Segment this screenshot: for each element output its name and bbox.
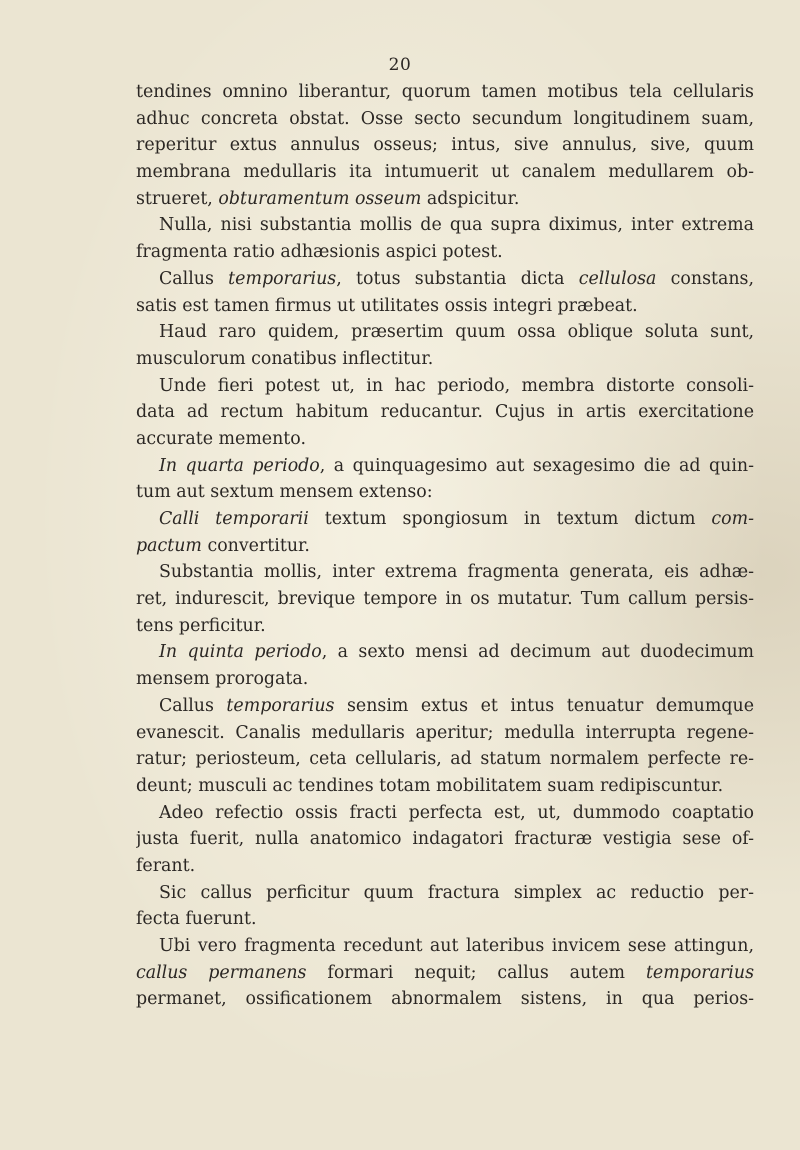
text-segment: tum aut sextum mensem extenso: bbox=[136, 482, 433, 503]
text-line bbox=[136, 346, 754, 373]
text-segment: tens perficitur. bbox=[136, 615, 266, 636]
text-line bbox=[136, 800, 754, 827]
text-line bbox=[136, 453, 754, 480]
text-line bbox=[136, 613, 754, 640]
text-segment: Callus bbox=[159, 268, 229, 289]
text-line bbox=[136, 479, 754, 506]
text-segment: fecta fuerunt. bbox=[136, 909, 257, 930]
text-line bbox=[136, 132, 754, 159]
text-line bbox=[136, 373, 754, 400]
text-segment: ferant. bbox=[136, 855, 196, 876]
text-segment: fragmenta ratio adhæsionis aspici potest. bbox=[136, 242, 503, 263]
text-segment: ratur; periosteum, ceta cellularis, ad statum normalem perfecte re- bbox=[136, 749, 754, 770]
text-segment: justa fuerit, nulla anatomico indagatori fracturæ vestigia sese of- bbox=[136, 829, 754, 850]
text-line bbox=[136, 826, 754, 853]
text-line bbox=[136, 559, 754, 586]
text-segment: Nulla, nisi substantia mollis de qua supra diximus, inter extrema bbox=[159, 215, 754, 236]
text-segment: mensem prorogata. bbox=[136, 669, 309, 690]
page-number: 20 bbox=[388, 55, 412, 75]
text-line bbox=[136, 319, 754, 346]
text-line bbox=[136, 533, 754, 560]
italic-text-segment: obturamentum osseum bbox=[218, 188, 422, 209]
text-line bbox=[136, 906, 754, 933]
text-line bbox=[136, 746, 754, 773]
italic-text-segment: cellulosa bbox=[578, 268, 657, 289]
text-segment: constans, bbox=[656, 268, 754, 289]
text-line bbox=[136, 426, 754, 453]
italic-text-segment: In quinta periodo bbox=[159, 642, 322, 663]
text-segment: evanescit. Canalis medullaris aperitur; medulla interrupta regene- bbox=[136, 722, 754, 743]
italic-text-segment: In quarta periodo bbox=[159, 455, 320, 476]
body-text bbox=[136, 79, 754, 1013]
text-line bbox=[136, 212, 754, 239]
text-line bbox=[136, 960, 754, 987]
text-line bbox=[136, 293, 754, 320]
text-line bbox=[136, 106, 754, 133]
text-line bbox=[136, 720, 754, 747]
text-line bbox=[136, 693, 754, 720]
text-segment: Sic callus perficitur quum fractura simplex ac reductio per- bbox=[159, 882, 754, 903]
italic-text-segment: callus permanens bbox=[136, 962, 307, 983]
text-segment: tendines omnino liberantur, quorum tamen motibus tela cellularis bbox=[136, 82, 754, 102]
text-line bbox=[136, 586, 754, 613]
italic-text-segment: com- bbox=[711, 509, 754, 529]
text-segment: strueret, bbox=[136, 188, 219, 209]
italic-text-segment: Calli temporarii bbox=[159, 509, 309, 529]
text-segment: ret, indurescit, brevique tempore in os mutatur. Tum callum persis- bbox=[136, 589, 754, 610]
text-segment: adspicitur. bbox=[421, 188, 520, 209]
text-line bbox=[136, 933, 754, 960]
text-segment: reperitur extus annulus osseus; intus, sive annulus, sive, quum bbox=[136, 135, 754, 156]
text-segment: Ubi vero fragmenta recedunt aut lateribus invicem sese attingun, bbox=[159, 936, 754, 956]
text-segment: musculorum conatibus inflectitur. bbox=[136, 348, 434, 369]
text-line bbox=[136, 986, 754, 1013]
text-segment: convertitur. bbox=[201, 535, 310, 556]
text-line bbox=[136, 159, 754, 186]
text-segment: membrana medullaris ita intumuerit ut canalem medullarem ob- bbox=[136, 162, 754, 183]
text-line bbox=[136, 79, 754, 106]
text-segment: Haud raro quidem, præsertim quum ossa oblique soluta sunt, bbox=[159, 322, 754, 343]
text-segment: Substantia mollis, inter extrema fragmenta generata, eis adhæ- bbox=[159, 562, 754, 583]
text-segment: permanet, ossificationem abnormalem sistens, in qua perios- bbox=[136, 989, 754, 1010]
text-segment: Callus bbox=[159, 695, 227, 716]
text-line bbox=[136, 239, 754, 266]
text-segment: deunt; musculi ac tendines totam mobilitatem suam redipiscuntur. bbox=[136, 775, 724, 796]
text-line bbox=[136, 186, 754, 213]
text-segment: , a sexto mensi ad decimum aut duodecimum bbox=[321, 642, 754, 663]
text-segment: textum spongiosum in textum dictum bbox=[308, 509, 712, 529]
text-segment: Adeo refectio ossis fracti perfecta est, ut, dummodo coaptatio bbox=[159, 802, 754, 823]
italic-text-segment: pactum bbox=[136, 535, 202, 556]
text-segment: Unde fieri potest ut, in hac periodo, membra distorte consoli- bbox=[159, 375, 754, 396]
text-segment: , totus substantia dicta bbox=[336, 268, 579, 289]
text-line bbox=[136, 666, 754, 693]
text-segment: formari nequit; callus autem bbox=[306, 962, 646, 983]
text-line bbox=[136, 773, 754, 800]
text-line bbox=[136, 639, 754, 666]
text-segment: , a quinquagesimo aut sexagesimo die ad quin- bbox=[319, 455, 754, 476]
text-line bbox=[136, 853, 754, 880]
text-segment: data ad rectum habitum reducantur. Cujus in artis exercitatione bbox=[136, 402, 754, 423]
text-line bbox=[136, 880, 754, 907]
italic-text-segment: temporarius bbox=[226, 695, 335, 716]
italic-text-segment: temporarius bbox=[645, 962, 754, 983]
text-segment: satis est tamen firmus ut utilitates ossis integri præbeat. bbox=[136, 295, 638, 316]
italic-text-segment: temporarius bbox=[228, 268, 337, 289]
text-segment: accurate memento. bbox=[136, 428, 306, 449]
text-line bbox=[136, 506, 754, 533]
text-line bbox=[136, 266, 754, 293]
text-segment: adhuc concreta obstat. Osse secto secundum longitudinem suam, bbox=[136, 108, 754, 129]
text-segment: sensim extus et intus tenuatur demumque bbox=[334, 695, 754, 716]
text-line bbox=[136, 399, 754, 426]
